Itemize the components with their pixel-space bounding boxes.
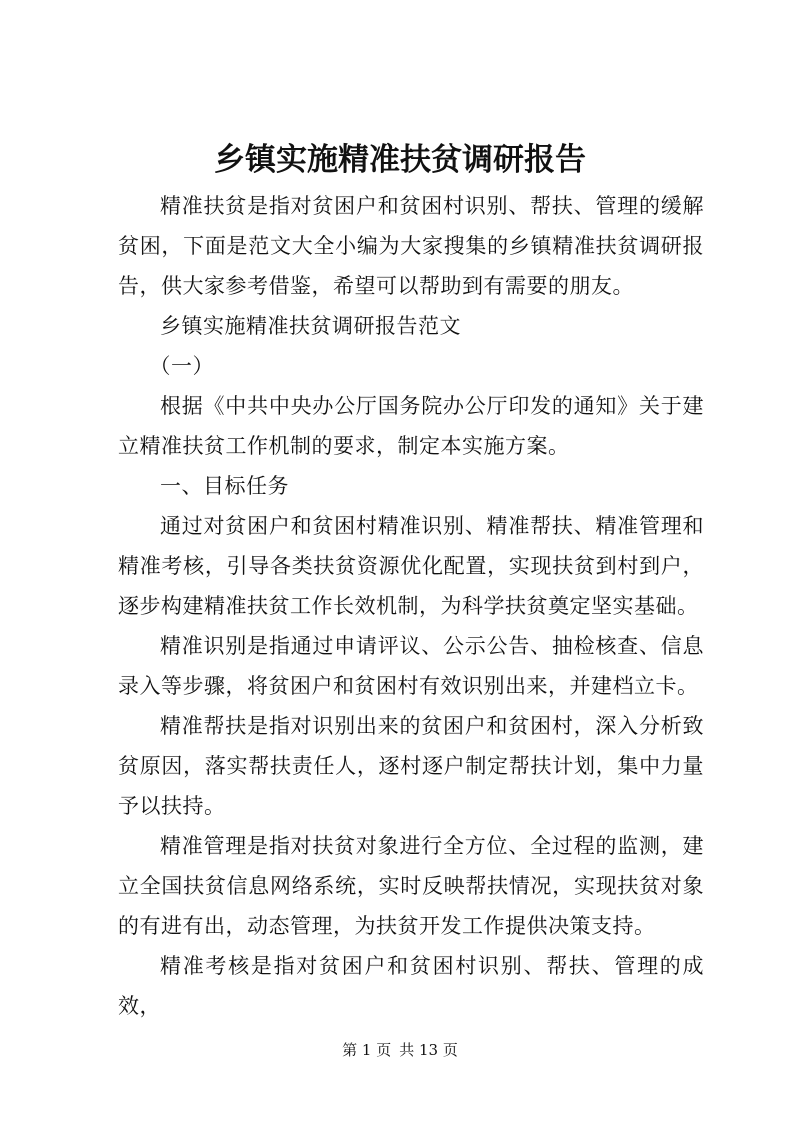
paragraph-heading-goals: 一、目标任务: [160, 474, 289, 498]
paragraph-assistance: 精准帮扶是指对识别出来的贫困户和贫困村，深入分析致贫原因，落实帮扶责任人，逐村逐户制定帮扶计划，集中力量予以扶持。: [118, 714, 704, 818]
paragraph-intro: 精准扶贫是指对贫困户和贫困村识别、帮扶、管理的缓解贫困，下面是范文大全小编为大家搜集的乡镇精准扶贫调研报告，供大家参考借鉴，希望可以帮助到有需要的朋友。: [118, 194, 704, 298]
paragraph-management: 精准管理是指对扶贫对象进行全方位、全过程的监测，建立全国扶贫信息网络系统，实时反映帮扶情况，实现扶贫对象的有进有出，动态管理，为扶贫开发工作提供决策支持。: [118, 834, 704, 938]
paragraph-section-number: （一）: [149, 354, 214, 378]
paragraph-assessment: 精准考核是指对贫困户和贫困村识别、帮扶、管理的成效，: [118, 954, 704, 1018]
paragraph-identification: 精准识别是指通过申请评议、公示公告、抽检核查、信息录入等步骤，将贫困户和贫困村有效识别出来，并建档立卡。: [118, 634, 704, 698]
document-title: 乡镇实施精准扶贫调研报告: [214, 142, 586, 178]
page-total: 共 13 页: [399, 1041, 458, 1059]
page-footer: [0, 1040, 800, 1060]
paragraph-subtitle: 乡镇实施精准扶贫调研报告范文: [160, 314, 461, 338]
document-body: [118, 186, 704, 1026]
paragraph-goals: 通过对贫困户和贫困村精准识别、精准帮扶、精准管理和精准考核，引导各类扶贫资源优化配置，实现扶贫到村到户，逐步构建精准扶贫工作长效机制，为科学扶贫奠定坚实基础。: [118, 514, 704, 618]
page-number: 第 1 页: [342, 1041, 392, 1059]
paragraph-basis: 根据《中共中央办公厅国务院办公厅印发的通知》关于建立精准扶贫工作机制的要求，制定本实施方案。: [118, 394, 704, 458]
